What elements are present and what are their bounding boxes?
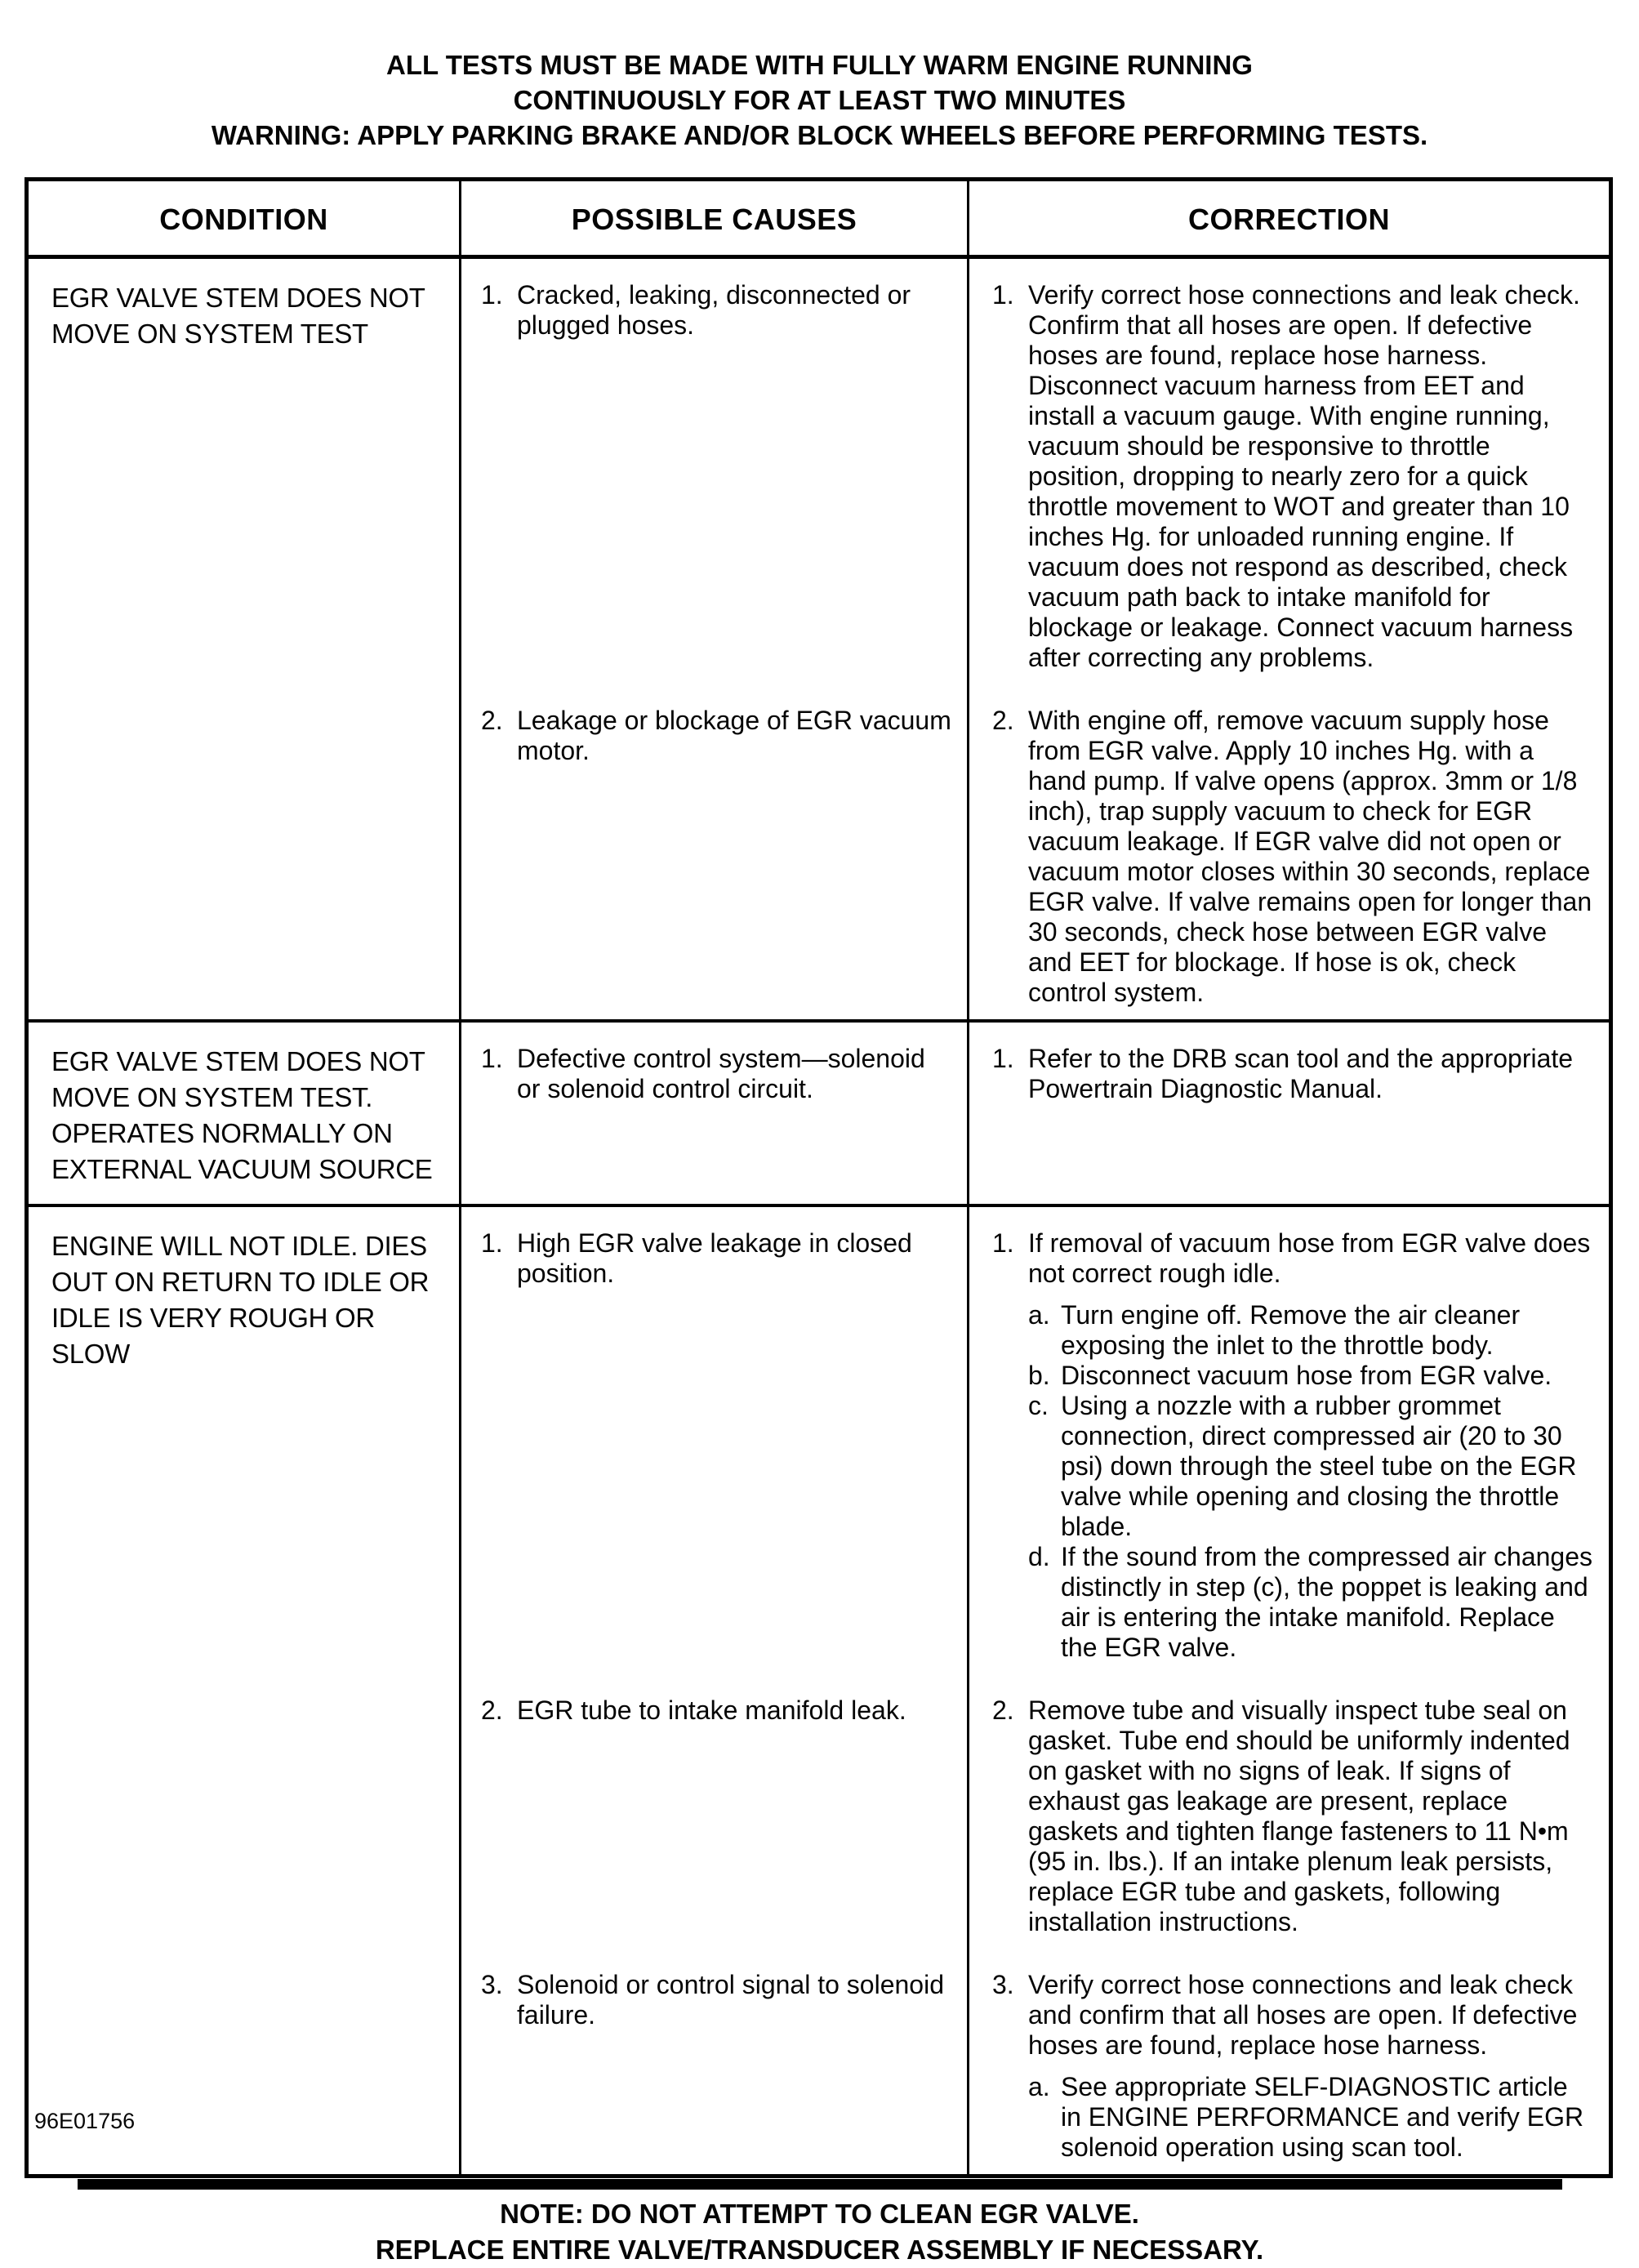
condition-cell: ENGINE WILL NOT IDLE. DIES OUT ON RETURN TO IDLE OR IDLE IS VERY ROUGH OR SLOW [29, 1207, 461, 2174]
correction-text: If removal of vacuum hose from EGR valve does not correct rough idle. [1028, 1228, 1591, 1288]
sub-step-text: Disconnect vacuum hose from EGR valve. [1061, 1361, 1552, 1390]
possible-cause-item [481, 706, 952, 766]
correction-sub-step [1028, 1542, 1594, 1663]
sub-step-text: Turn engine off. Remove the air cleaner exposing the inlet to the throttle body. [1061, 1300, 1521, 1360]
possible-cause-item [481, 1970, 952, 2030]
correction-text: Remove tube and visually inspect tube seal on gasket. Tube end should be uniformly indented on gasket with no signs of leak. If signs of exhaust gas leakage are present, replace gaskets and tighten flange fasteners to 11 N•m (95 in. lbs.). If an intake plenum leak persists, replace EGR tube and gaskets, following installation instructions. [1028, 1695, 1570, 1936]
correction-item [992, 706, 1594, 1008]
cause-text: Defective control system—solenoid or solenoid control circuit. [517, 1044, 925, 1103]
column-header-condition: CONDITION [29, 181, 461, 255]
table-body [29, 259, 1609, 2174]
sub-step-text: If the sound from the compressed air changes distinctly in step (c), the poppet is leaking and air is entering the intake manifold. Replace the EGR valve. [1061, 1542, 1593, 1662]
table-row [29, 1204, 1609, 2174]
possible-cause-cell [461, 259, 969, 684]
correction-cell [969, 1949, 1609, 2174]
correction-item [992, 1695, 1594, 1937]
page-footer-note [0, 2196, 1639, 2268]
cause-correction-pairs [461, 1207, 1609, 2174]
correction-number: 1. [992, 1228, 1014, 1258]
footer-note-line-1: NOTE: DO NOT ATTEMPT TO CLEAN EGR VALVE. [500, 2199, 1139, 2229]
cause-correction-pair [461, 1949, 1609, 2174]
correction-steps [1028, 2072, 1594, 2163]
header-line-2: CONTINUOUSLY FOR AT LEAST TWO MINUTES [513, 85, 1126, 115]
correction-number: 1. [992, 1044, 1014, 1073]
correction-item [992, 1044, 1594, 1104]
possible-cause-cell [461, 1023, 969, 1204]
cause-correction-pair [461, 684, 1609, 1019]
cause-number: 1. [481, 1044, 503, 1073]
cause-number: 2. [481, 1695, 503, 1725]
cause-number: 2. [481, 706, 503, 735]
correction-text: Refer to the DRB scan tool and the appropriate Powertrain Diagnostic Manual. [1028, 1044, 1574, 1103]
document-code: 96E01756 [34, 2109, 136, 2133]
correction-text: Verify correct hose connections and leak check and confirm that all hoses are open. If defective hoses are found, replace hose harness. [1028, 1970, 1578, 2060]
correction-item [992, 1228, 1594, 1663]
cause-text: Leakage or blockage of EGR vacuum motor. [517, 706, 951, 765]
correction-cell [969, 1207, 1609, 1674]
sub-step-label: a. [1028, 1300, 1050, 1330]
cause-number: 1. [481, 280, 503, 310]
sub-step-label: d. [1028, 1542, 1050, 1571]
condition-cell: EGR VALVE STEM DOES NOT MOVE ON SYSTEM TEST [29, 259, 461, 1019]
sub-step-text: Using a nozzle with a rubber grommet connection, direct compressed air (20 to 30 psi) down through the steel tube on the EGR valve while opening and closing the throttle blade. [1061, 1391, 1577, 1541]
correction-number: 2. [992, 706, 1014, 735]
correction-steps [1028, 1300, 1594, 1663]
possible-cause-item [481, 1695, 952, 1726]
sub-step-label: b. [1028, 1361, 1050, 1390]
correction-cell [969, 684, 1609, 1019]
cause-correction-pair [461, 1023, 1609, 1204]
column-header-possible-causes: POSSIBLE CAUSES [461, 181, 969, 255]
possible-cause-item [481, 280, 952, 341]
column-header-correction: CORRECTION [1188, 203, 1390, 236]
page-header [0, 0, 1639, 153]
sub-step-label: a. [1028, 2072, 1050, 2101]
correction-number: 1. [992, 280, 1014, 310]
header-line-1: ALL TESTS MUST BE MADE WITH FULLY WARM ENGINE RUNNING [386, 50, 1253, 80]
possible-cause-cell [461, 1674, 969, 1949]
cause-correction-pair [461, 1207, 1609, 1674]
possible-cause-cell [461, 684, 969, 1019]
table-header-row [29, 181, 1609, 259]
sub-step-text: See appropriate SELF-DIAGNOSTIC article in ENGINE PERFORMANCE and verify EGR solenoid operation using scan tool. [1061, 2072, 1584, 2162]
correction-text: With engine off, remove vacuum supply hose from EGR valve. Apply 10 inches Hg. with a hand pump. If valve opens (approx. 3mm or 1/8 inch), trap supply vacuum to check for EGR vacuum leakage. If EGR valve did not open or vacuum motor closes within 30 seconds, replace EGR valve. If valve remains open for longer than 30 seconds, check hose between EGR valve and EET for blockage. If hose is ok, check control system. [1028, 706, 1592, 1007]
correction-cell [969, 1674, 1609, 1949]
sub-step-label: c. [1028, 1391, 1049, 1420]
correction-sub-step [1028, 2072, 1594, 2163]
correction-cell [969, 1023, 1609, 1204]
cause-text: High EGR valve leakage in closed position. [517, 1228, 912, 1288]
diagnostic-table [24, 177, 1613, 2178]
correction-item [992, 280, 1594, 673]
table-row [29, 259, 1609, 1019]
correction-cell [969, 259, 1609, 684]
correction-sub-step [1028, 1300, 1594, 1361]
correction-number: 3. [992, 1970, 1014, 1999]
scan-artifact-bar [78, 2179, 1562, 2190]
cause-correction-pairs [461, 259, 1609, 1019]
cause-correction-pairs [461, 1023, 1609, 1204]
header-warning-line: WARNING: APPLY PARKING BRAKE AND/OR BLOCK WHEELS BEFORE PERFORMING TESTS. [211, 120, 1428, 150]
correction-text: Verify correct hose connections and leak check. Confirm that all hoses are open. If defective hoses are found, replace hose harness. Disconnect vacuum harness from EET and install a vacuum gauge. With engine running, vacuum should be responsive to throttle position, dropping to nearly zero for a quick throttle movement to WOT and greater than 10 inches Hg. for unloaded running engine. If vacuum does not respond as described, check vacuum path back to intake manifold for blockage or leakage. Connect vacuum harness after correcting any problems. [1028, 280, 1580, 672]
cause-number: 1. [481, 1228, 503, 1258]
cause-correction-pair [461, 1674, 1609, 1949]
correction-number: 2. [992, 1695, 1014, 1725]
condition-cell: EGR VALVE STEM DOES NOT MOVE ON SYSTEM TEST. OPERATES NORMALLY ON EXTERNAL VACUUM SOURCE [29, 1023, 461, 1204]
cause-text: Solenoid or control signal to solenoid failure. [517, 1970, 944, 2030]
correction-item [992, 1970, 1594, 2163]
footer-note-line-2: REPLACE ENTIRE VALVE/TRANSDUCER ASSEMBLY IF NECESSARY. [375, 2235, 1264, 2265]
cause-text: EGR tube to intake manifold leak. [517, 1695, 906, 1725]
table-row [29, 1019, 1609, 1204]
correction-sub-step [1028, 1391, 1594, 1542]
possible-cause-cell [461, 1949, 969, 2174]
cause-text: Cracked, leaking, disconnected or plugged hoses. [517, 280, 911, 340]
correction-sub-step [1028, 1361, 1594, 1391]
cause-correction-pair [461, 259, 1609, 684]
possible-cause-cell [461, 1207, 969, 1674]
possible-cause-item [481, 1044, 952, 1104]
possible-cause-item [481, 1228, 952, 1289]
cause-number: 3. [481, 1970, 503, 1999]
